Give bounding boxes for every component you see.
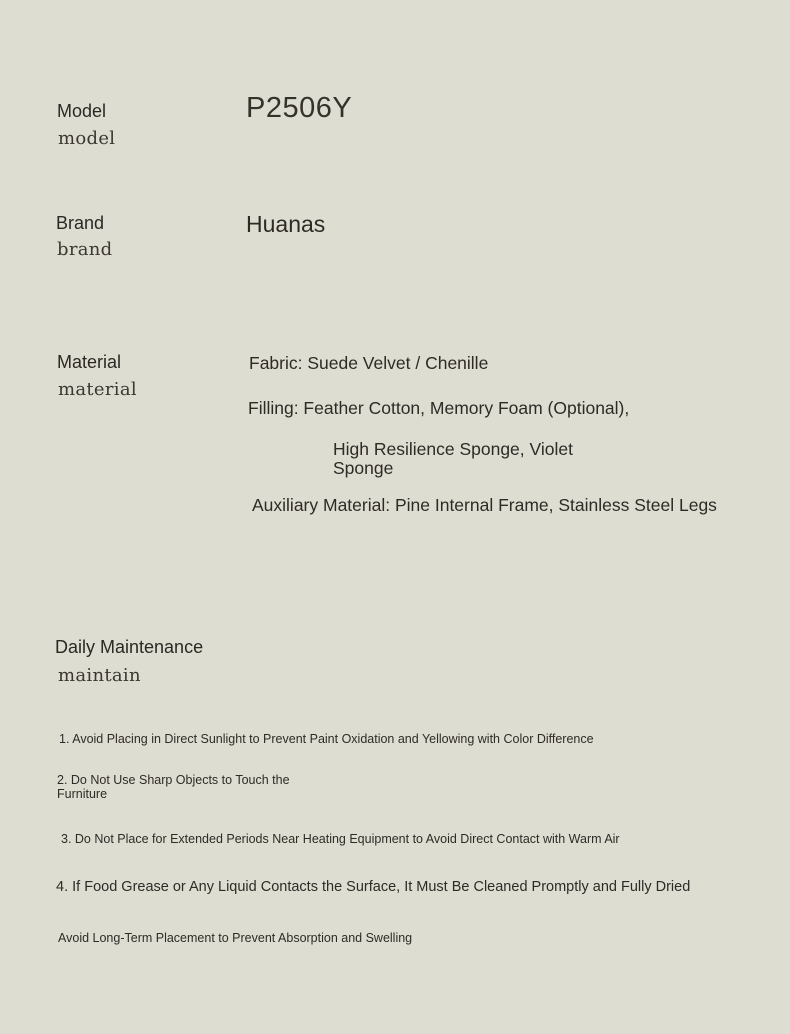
brand-sublabel: brand xyxy=(57,239,113,260)
material-label: Material xyxy=(57,352,122,372)
model-value: P2506Y xyxy=(246,92,353,124)
maintenance-item: 4. If Food Grease or Any Liquid Contacts the Surface, It Must Be Cleaned Promptly and Fully Dried xyxy=(56,879,691,895)
maintenance-item: 3. Do Not Place for Extended Periods Near Heating Equipment to Avoid Direct Contact with Warm Air xyxy=(61,832,620,846)
material-sublabel: material xyxy=(58,379,137,400)
maintenance-sublabel: maintain xyxy=(58,665,141,686)
material-auxiliary: Auxiliary Material: Pine Internal Frame, Stainless Steel Legs xyxy=(252,495,717,515)
material-filling-line2: High Resilience Sponge, Violet Sponge xyxy=(333,439,573,479)
model-label: Model xyxy=(57,101,107,121)
material-filling-line1: Filling: Feather Cotton, Memory Foam (Optional), xyxy=(248,398,630,418)
brand-value: Huanas xyxy=(246,211,326,237)
maintenance-item: 2. Do Not Use Sharp Objects to Touch the Furniture xyxy=(57,773,290,801)
maintenance-item: 1. Avoid Placing in Direct Sunlight to Prevent Paint Oxidation and Yellowing with Color Difference xyxy=(59,732,594,746)
maintenance-item: Avoid Long-Term Placement to Prevent Absorption and Swelling xyxy=(58,931,413,945)
brand-label: Brand xyxy=(56,213,105,233)
model-sublabel: model xyxy=(58,128,116,149)
maintenance-label: Daily Maintenance xyxy=(55,637,204,657)
material-fabric: Fabric: Suede Velvet / Chenille xyxy=(249,353,489,373)
